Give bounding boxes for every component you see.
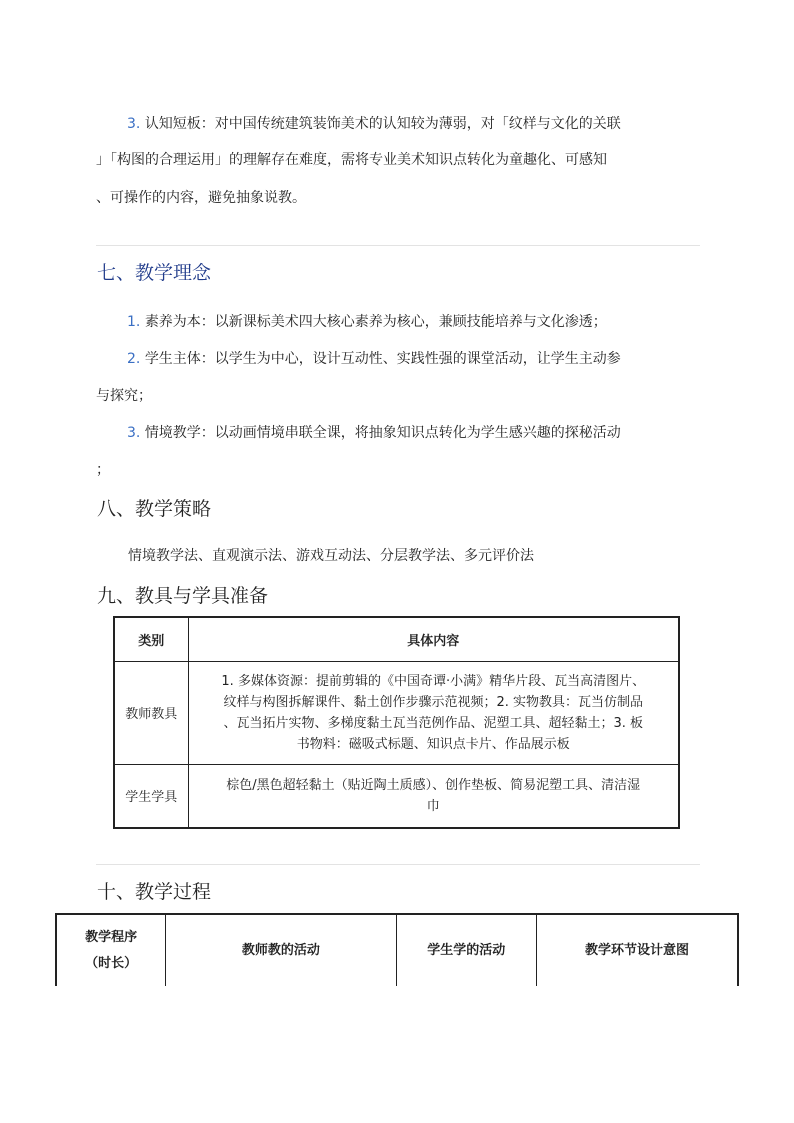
list-number: 1.: [127, 314, 141, 330]
list-number: 3.: [127, 425, 141, 441]
philosophy-item-1-text: 素养为本：以新课标美术四大核心素养为核心，兼顾技能培养与文化渗透；: [144, 314, 607, 330]
cognition-text-1: 认知短板：对中国传统建筑装饰美术的认知较为薄弱，对「纹样与文化的关联: [144, 116, 621, 132]
table-row: [114, 764, 679, 828]
process-header-procedure: [56, 914, 166, 986]
cell-line: 棕色/黑色超轻黏土（贴近陶土质感）、创作垫板、简易泥塑工具、清洁湿: [226, 777, 641, 793]
cell-line: 、瓦当拓片实物、多梯度黏土瓦当范例作品、泥塑工具、超轻黏土；3. 板: [223, 715, 644, 731]
cognition-line-1: [127, 113, 621, 133]
philosophy-item-2: [127, 348, 621, 368]
philosophy-item-2-cont: 与探究；: [96, 388, 152, 404]
section-divider: [96, 864, 700, 865]
cognition-line-2: 」「构图的合理运用」的理解存在难度，需将专业美术知识点转化为童趣化、可感知: [96, 152, 607, 168]
table-row: [114, 661, 679, 764]
process-header-intent: 教学环节设计意图: [537, 914, 738, 986]
process-table: [55, 913, 739, 986]
tools-table: [113, 616, 680, 829]
process-header-teacher: 教师教的活动: [166, 914, 396, 986]
table-cell-category: 教师教具: [114, 661, 188, 764]
table-cell-category: 学生学具: [114, 764, 188, 828]
cognition-line-3: 、可操作的内容，避免抽象说教。: [96, 190, 306, 206]
philosophy-item-3-text: 情境教学：以动画情境串联全课，将抽象知识点转化为学生感兴趣的探秘活动: [144, 425, 621, 441]
table-cell-content: [188, 661, 679, 764]
strategy-text: 情境教学法、直观演示法、游戏互动法、分层教学法、多元评价法: [128, 548, 534, 564]
procedure-label: 教学程序: [85, 929, 138, 945]
process-header-row: [56, 914, 738, 986]
table-header-row: [114, 617, 679, 661]
table-header-content: 具体内容: [188, 617, 679, 661]
section-heading-9: 九、教具与学具准备: [97, 585, 269, 607]
section-divider: [96, 245, 700, 246]
section-heading-10: 十、教学过程: [97, 881, 212, 903]
table-header-category: 类别: [114, 617, 188, 661]
cell-line: 1. 多媒体资源：提前剪辑的《中国奇谭·小满》精华片段、瓦当高清图片、: [221, 673, 646, 689]
philosophy-item-1: [127, 311, 607, 331]
process-header-student: 学生学的活动: [396, 914, 537, 986]
cell-line: 纹样与构图拆解课件、黏土创作步骤示范视频；2. 实物教具：瓦当仿制品: [223, 694, 644, 710]
list-number: 3.: [127, 116, 141, 132]
duration-label: （时长）: [85, 955, 138, 971]
section-heading-8: 八、教学策略: [97, 498, 212, 520]
philosophy-item-3-cont: ；: [96, 462, 110, 478]
table-cell-content: [188, 764, 679, 828]
philosophy-item-3: [127, 422, 621, 442]
cell-line: 巾: [426, 798, 440, 814]
cell-line: 书物料：磁吸式标题、知识点卡片、作品展示板: [296, 736, 570, 752]
section-heading-7: 七、教学理念: [97, 262, 212, 284]
philosophy-item-2-text: 学生主体：以学生为中心，设计互动性、实践性强的课堂活动，让学生主动参: [144, 351, 621, 367]
list-number: 2.: [127, 351, 141, 367]
